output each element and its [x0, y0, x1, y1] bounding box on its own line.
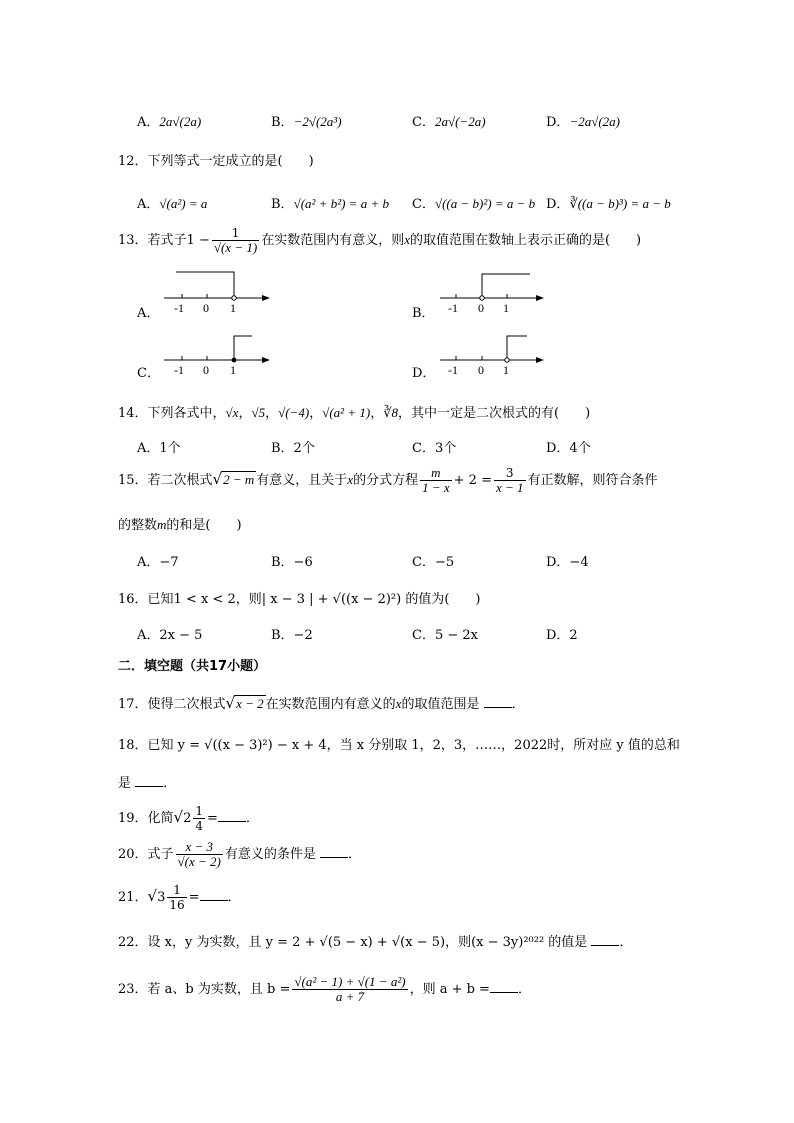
answer-blank: [200, 890, 228, 901]
number-line-a: [160, 268, 275, 316]
q16-option-a: A．2x − 5: [137, 628, 203, 643]
q15-option-b: B．−6: [271, 555, 313, 570]
q12-option-c: C．√((a − b)²) = a − b: [412, 196, 536, 212]
q11-option-d: D．−2a√(2a): [546, 114, 621, 130]
number-line-c: [160, 330, 275, 378]
q16-option-c: C．5 − 2x: [412, 628, 478, 643]
q19: 19．化简√2 $\frac{1}{4}$ = ．: [118, 804, 259, 833]
svg-text:1: 1: [230, 301, 236, 315]
q16-option-d: D．2: [546, 628, 578, 643]
q11-option-a: A．2a√(2a): [137, 114, 202, 130]
q18-line1: 18．已知 y = √((x − 3)²) − x + 4，当 x 分别取 1，2，3，……，2022时，所对应 y 值的总和: [118, 738, 680, 753]
svg-text:0: 0: [478, 363, 484, 377]
svg-text:-1: -1: [174, 301, 184, 315]
svg-text:0: 0: [203, 301, 209, 315]
q13-fraction: $\frac{1}{√(x - 1)}$: [213, 226, 258, 255]
answer-blank: [490, 982, 518, 993]
q12-option-d: D．∛((a − b)³) = a − b: [546, 196, 671, 212]
q16-option-b: B．−2: [271, 628, 313, 643]
number-line-d: [436, 330, 551, 378]
q15-option-a: A．−7: [137, 555, 179, 570]
q15-option-c: C．−5: [412, 555, 455, 570]
svg-text:0: 0: [478, 301, 484, 315]
q12-option-a: A．√(a²) = a: [137, 196, 208, 212]
q12-option-b: B．√(a² + b²) = a + b: [271, 196, 389, 212]
answer-blank: [218, 811, 246, 822]
q14-option-b: B．2个: [271, 441, 315, 456]
svg-text:1: 1: [230, 363, 236, 377]
answer-blank: [591, 935, 619, 946]
svg-text:0: 0: [203, 363, 209, 377]
q15-stem-line1: 15．若二次根式√2 − m 有意义，且关于x的分式方程 $\frac{m}{1 - x}$ + 2 = $\frac{3}{x - 1}$ 有正数解，则符合条件: [118, 465, 658, 495]
q14-option-a: A．1个: [137, 441, 181, 456]
svg-text:-1: -1: [448, 363, 458, 377]
q22: 22．设 x，y 为实数，且 y = 2 + √(5 − x) + √(x − 5)，则(x − 3y)²⁰²² 的值是 ．: [118, 935, 633, 950]
q17: 17．使得二次根式√x − 2 在实数范围内有意义的x的取值范围是 ．: [118, 694, 525, 712]
q18-line2: 是 ．: [118, 776, 177, 791]
answer-blank: [484, 697, 512, 708]
q20: 20．式子 $\frac{x - 3}{√(x - 2)}$ 有意义的条件是 ．: [118, 839, 362, 869]
svg-text:-1: -1: [174, 363, 184, 377]
q14-option-d: D．4个: [546, 441, 591, 456]
q14-stem: 14．下列各式中，√x，√5，√(−4)，√(a² + 1)，∛8，其中一定是二次根式的有( ): [118, 405, 591, 421]
q14-option-c: C．3个: [412, 441, 457, 456]
q11-option-c: C．2a√(−2a): [412, 114, 486, 130]
q13-label-b: B．: [412, 306, 435, 321]
q16-stem: 16．已知1 < x < 2，则| x − 3 | + √((x − 2)²) 的值为( ): [118, 592, 481, 607]
number-line-b: [436, 268, 551, 316]
answer-blank: [320, 847, 348, 858]
svg-text:-1: -1: [448, 301, 458, 315]
q13-label-c: C．: [137, 366, 160, 381]
q23: 23．若 a、b 为实数，且 b = $\frac{\text{√(a² − 1) + √(1 − a²)}}{a + 7}$ ，则 a + b = ．: [118, 974, 531, 1004]
q13-label-a: A．: [137, 306, 160, 321]
svg-text:1: 1: [503, 363, 509, 377]
answer-blank: [135, 776, 163, 787]
q12-stem: 12．下列等式一定成立的是( ): [118, 154, 314, 169]
q13-label-d: D．: [412, 366, 436, 381]
q11-option-b: B．−2√(2a³): [271, 114, 342, 130]
q15-stem-line2: 的整数m的和是( ): [118, 517, 242, 533]
q15-option-d: D．−4: [546, 555, 589, 570]
svg-text:1: 1: [503, 301, 509, 315]
q21: 21．√3 $\frac{1}{16}$ = ．: [118, 883, 241, 912]
section-heading: 二．填空题（共17小题）: [118, 659, 267, 674]
q13-stem: 13．若式子1 − $\frac{1}{√(x - 1)}$ 在实数范围内有意义，则x的取值范围在数轴上表示正确的是( ): [118, 226, 642, 255]
